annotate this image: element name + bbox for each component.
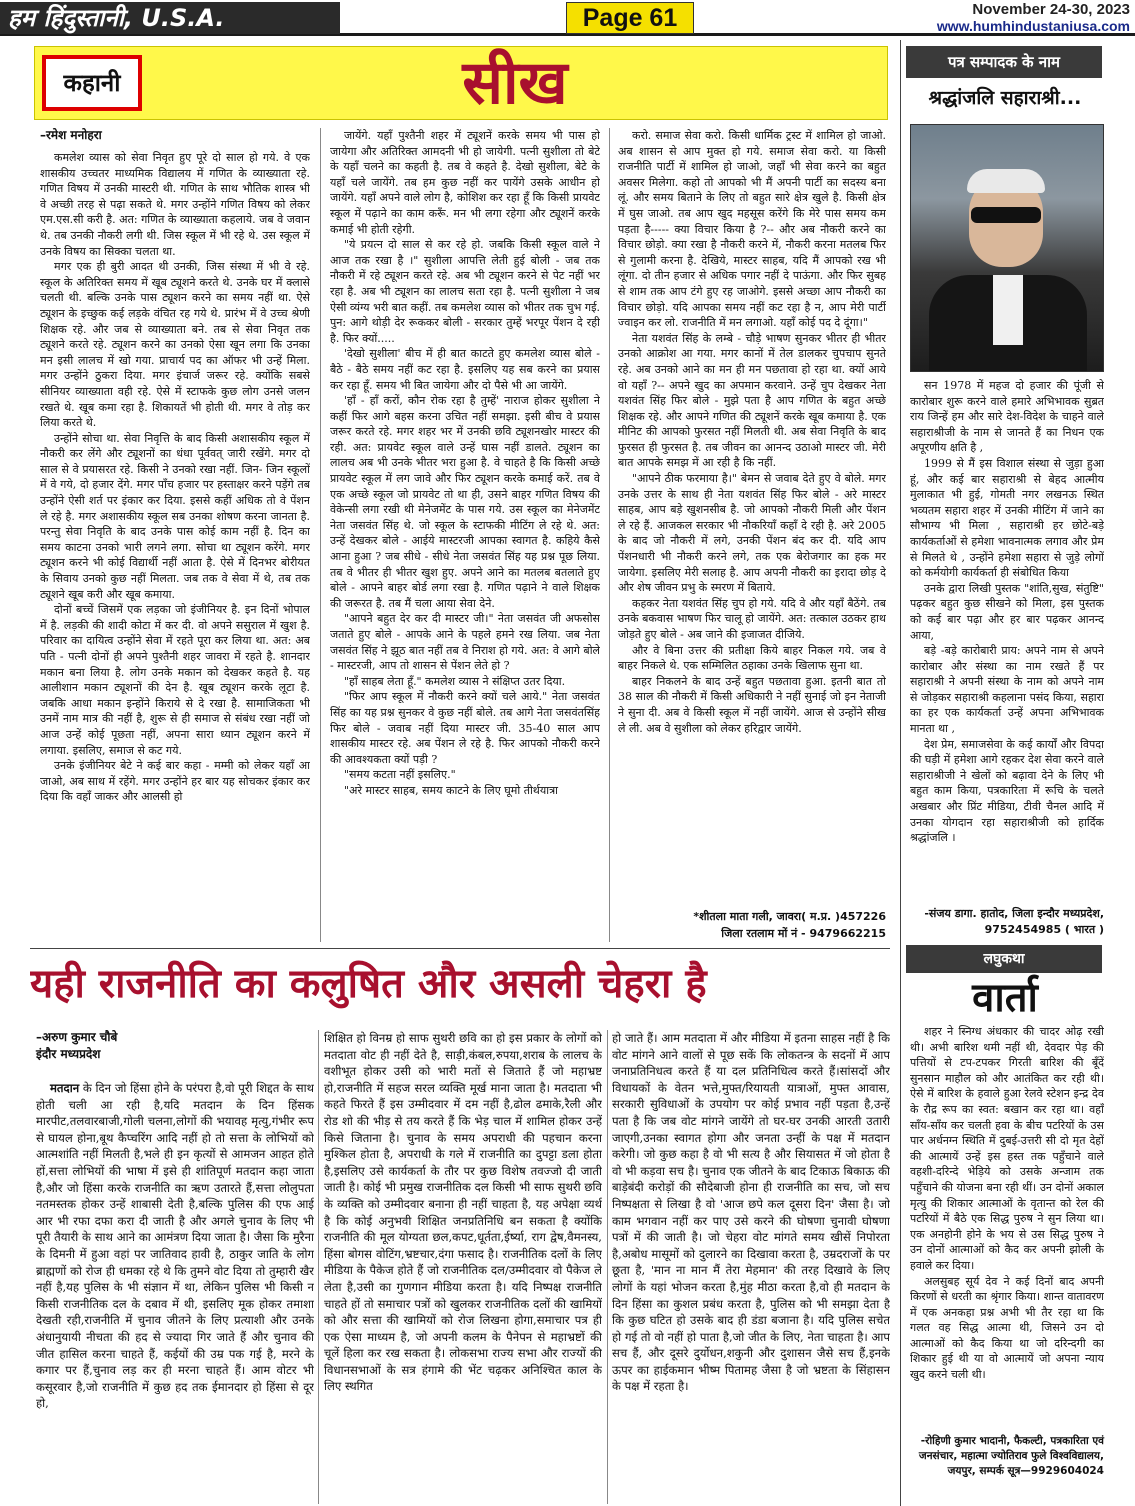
laghukatha-text (910, 1024, 1104, 1434)
story-column-3 (618, 128, 886, 904)
sidebar-header: पत्र सम्पादक के नाम (906, 46, 1102, 78)
column-divider (607, 1030, 608, 1504)
paragraph: 'हाँ - हाँ करों, कौन रोक रहा है तुम्हें' नाराज होकर सुशीला ने कहीं फिर आगे बहस करना उचित नहीं समझा. इसी बीच वे प्रयास जरूर करते रहे. मगर शहर भर में उनकी छवि ट्यूशनखोर मास्टर की रही. अत: प्रायवेट स्कूल वाले उन्हें घास नहीं डालते. ट्यूशन का लालच अब भी उनके भीतर भरा हुआ है. वे चाहते है कि किसी अच्छे प्रायवेट स्कूल में लग जावे और फिर ट्यूशन करके कमाई करें. तब वे एक अच्छे स्कूल जो प्रायवेट तो था ही, उसने बाहर गणित विषय की वेकेन्सी लगा रखी थी मेनेजमेंट के पास गये. उस स्कूल का मेनेजमेंट नेता जसवंत सिंह थे. जो स्कूल के स्टाफकी मीटिंग ले रहे थे. अत: उन्हें देखकर बोले - आईये मास्टरजी आपका स्वागत है. कहिये कैसे आना हुआ ? जब सीधे - सीधे नेता जसवंत सिंह यह प्रश्न पूछ लिया. तब वे भीतर ही भीतर खुश हुए. अपने आने का मतलब बतलाते हुए बोले - आपने बाहर बोर्ड लगा रखा है. गणित पढ़ाने ने वाले शिक्षक की जरूरत है. तब मैं चला आया सेवा देने. (330, 394, 600, 610)
laghukatha-author: -रोहिणी कुमार भादानी, फैकल्टी, पत्रकारिता एवं जनसंचार, महात्मा ज्योतिराव फुले विश्वविद्यालय, जयपुर, सम्पर्क सूत्र—9929604024 (918, 1435, 1104, 1477)
column-divider (318, 1030, 319, 1504)
paragraph: "अरे मास्टर साहब, समय काटने के लिए घूमो तीर्थयात्रा (344, 783, 558, 797)
paragraph: कहकर नेता यशवंत सिंह चुप हो गये. यदि वे और यहाँ बैठेंगे. तब उनके बकवास भाषण फिर चालू हो जायेंगे. अत: तत्काल उठकर हाथ जोड़ते हुए बोले - अब जाने की इजाजत दीजिये. (618, 596, 886, 641)
paragraph: और वे बिना उत्तर की प्रतीक्षा किये बाहर निकल गये. जब वे बाहर निकले थे. एक सम्मिलित ठहाका उनके खिलाफ सुना था. (618, 643, 886, 673)
column-divider (320, 128, 321, 942)
paragraph: दोनों बच्चें जिसमें एक लड़का जो इंजीनियर है. इन दिनों भोपाल में है. लड़की की शादी कोटा में कर दी. वो अपने ससुराल में खुश है. परिवार का दायित्व उन्होंने सेवा में रहते पूरा कर लिया था. अत: अब पति - पत्नी दोनों ही अपने पुश्तैनी शहर जावरा में रहते है. शानदार मकान बना लिया है. लोग उनके मकान को देखकर कहते है. यह आलीशान मकान ट्यूशनों की देन है. खूब ट्यूशन करके लूटा है. जबकि आधा मकान इन्होंने किराये से दे रखा है. सामाजिकता भी उनमें नाम मात्र की नहीं है, शुरू से ही समाज से संबंध रखा नहीं जो आज उन्हें कोई पूछता नहीं, अपना सारा ध्यान ट्यूशन करने में लगाया. इसलिए, समाज से कट गये. (40, 603, 310, 757)
article-headline: यही राजनीति का कलुषित और असली चेहरा है (30, 961, 707, 1007)
article-author: –अरुण कुमार चौबे (36, 1030, 118, 1044)
paragraph: जायेंगे. यहाँ पुश्तैनी शहर में ट्यूशनें करके समय भी पास हो जायेगा और अतिरिक्त आमदनी भी हो जायेगी. पत्नी सुशीला तो बेटे के यहाँ चलने का कहती है. तब वे कहते है. देखो सुशीला, बेटे के यहाँ चले जायेंगे. तब हम कुछ नहीं कर पायेंगे उसके आधीन हो जायेंगे. यहाँ अपने वाले लोग है, कोशिश कर रहा हूँ कि किसी प्रायवेट स्कूल में पढ़ाने का काम करूँ. मन भी लगा रहेगा और ट्यूशनें करके कमाई भी होती रहेगी. (330, 129, 600, 236)
paragraph: मगर एक ही बुरी आदत थी उनकी, जिस संस्था में भी वे रहे. स्कूल के अतिरिक्त समय में खूब ट्यूशने करते थे. उनके घर में क्लासे चलती थी. बल्कि उनके पास ट्यूशन करने का समय नहीं था. ऐसे ट्यूशन के इच्छुक कई लड़के वंचित रह गये थे. प्रारंभ में वे उच्च श्रेणी शिक्षक रहे. और जब से व्याख्याता बने. तब से सेवा निवृत तक ट्यूशने करते रहे. ट्यूशन करने का उनको ऐसा खून लगा कि उनका मन इसी लालच में खो गया. प्राचार्य पद का ऑफर भी उन्हें मिला. मगर उन्होंने ठुकरा दिया. मगर इंचार्ज जरूर रहे. क्योंकि सबसे सीनियर व्याख्याता वही रहे. ऐसे में स्टाफके कुछ लोग उनसे जलन रखते थे. खूब कमा रहा है. शिकायतें भी होती थी. मगर वे तोड़ कर लिया करते थे. (40, 260, 310, 430)
article-lead-word: मतदान (50, 1081, 80, 1095)
paragraph: "हाँ साहब लेता हूँ." कमलेश व्यास ने संक्षिप्त उतर दिया. (344, 674, 566, 688)
paragraph: कमलेश व्यास को सेवा निवृत हुए पूरे दो साल हो गये. वे एक शासकीय उच्चतर माध्यमिक विद्यालय में गणित के व्याख्याता रहे. गणित विषय में उनकी मास्टरी थी. गणित के साथ भौतिक शास्त्र भी वे अच्छी तरह से पढ़ा सकते थे. मगर उन्होंने गणित विषय को लेकर एम.एस.सी करी है. अत: गणित के व्याख्याता कहलाये. जब वे जवान थे. तब उनकी नौकरी लगी थी. जिस स्कूल में भी रहे थे. उस स्कूल में उनके विषय का सिक्का चलता था. (40, 151, 310, 258)
article-text: शिक्षित हो विनम्र हो साफ सुथरी छवि का हो इस प्रकार के लोगों को मतदाता वोट ही नहीं देते है, साड़ी,कंबल,रुपया,शराब के लालच के वशीभूत होकर उसी को भारी मतों से जिताते हैं जो महाभ्रष्ट हो,राजनीति में सहज सरल व्यक्ति मूर्ख माना जाता है। मतदाता भी कहते फिरते हैं इस उम्मीदवार में दम नहीं है,ढोल ढमाके,रैली और रोड शो की भीड़ से तय करते हैं कि भेड़ चाल में शामिल होकर उन्हें किसे जिताना है। चुनाव के समय अपराधी की पहचान करना मुश्किल होता है, अपराधी के गले में राजनीति का दुपट्टा डला होता है,इसलिए उसे कार्यकर्ता के तौर पर कुछ विशेष तवज्जो दी जाती जाती है। कोई भी प्रमुख राजनीतिक दल किसी भी साफ सुथरी छवि के व्यक्ति को उम्मीदवार बनाना ही नहीं चाहता है, यह अपेक्षा व्यर्थ है कि कोई अनुभवी शिक्षित जनप्रतिनिधि बन सकता है क्योंकि राजनीति की मूल योग्यता छल,कपट,धूर्तता,ईर्ष्या, राग द्वेष,वैमनस्य, हिंसा बोगस वोटिंग,भ्रष्टचार,दंगा फसाद है। राजनीतिक दलों के लिए मीडिया के पैकेज होते हैं जो राजनीतिक दल/उम्मीदवार वो पैकेज ले लेता है,उसी का गुणगान मीडिया करता है। यदि निष्पक्ष राजनीति चाहते हों तो समाचार पत्रों को खुलकर राजनीतिक दलों की खामियों को और सत्ता की खामियों को रोज लिखना होगा,समाचार पत्र ही एक ऐसा माध्यम है, जो अपनी कलम के पैनेपन से महाभ्रष्टों की चूलें हिला कर रख सकता है। लोकसभा राज्य सभा और राज्यों की विधानसभाओं के सत्र हंगामे की भेंट चढ़कर अनिश्चित काल के लिए स्थगित (324, 1031, 602, 1394)
masthead: हम हिंदुस्तानी, U.S.A. (0, 2, 340, 34)
sidebar-letter-text (910, 378, 1104, 908)
section-label: कहानी (42, 55, 142, 111)
story-title: सीख (462, 48, 568, 118)
story-column-1 (40, 150, 310, 942)
portrait-photo (910, 124, 1104, 372)
paragraph: सन 1978 में महज दो हजार की पूंजी से कारोबार शुरू करने वाले हमारे अभिभावक सुब्रत राय जिन्हें हम और सारे देश-विदेश के चाहने वाले सहाराश्रीजी के नाम से जानते हैं का निधन एक अपूरणीय क्षति है , (910, 379, 1104, 455)
article-text: हो जाते हैं। आम मतदाता में और मीडिया में इतना साहस नहीं है कि वोट मांगने आने वालों से पूछ सकें कि लोकतन्त्र के सदनों में आप जनाप्रतिनिधत्व करते हैं या दल प्रतिनिधित्व करते हैं।सांसदों और विधायकों के वेतन भत्ते,मुफ्त/रियायती यात्राओं, मुफ्त आवास, सरकारी सुविधाओं के उपयोग पर कोई प्रभाव नहीं पड़ता है,उन्हें पता है कि जब वोट मांगने जायेंगे तो घर-घर उनकी आरती उतारी जाएगी,उनका स्वागत होगा और जनता उन्हीं के पक्ष में मतदान करेगी। जो कुछ कहा है वो भी सत्य है और सियासत में जो होता है वो भी कड़वा सच है। चुनाव एक जीतने के बाद टिकाऊ बिकाऊ की बाड़ेबंदी करोड़ों की सौदेबाजी होना ही राजनीति का सच, जो सच निष्पक्षता से लिखा है वो 'आज छपे कल दूसरा दिन' जैसा है। जो काम भगवान नहीं कर पाए उसे करने की घोषणा चुनावी घोषणा पत्रों में की जाती है। जो चेहरा वोट मांगते समय खीसें निपोरता है,अबोध मासूमों को दुलारने का दिखावा करता है, उम्रदराजों के पर छूता है, 'मान ना मान मैं तेरा मेहमान' की तरह दिखावे के लिए लोगों के यहां भोजन करता है,मुंह मीठा करता है,वो ही मतदान के दिन हिंसा का कुशल प्रबंध करता है, पुलिस को भी समझा देता है कि कुछ घटित हो उसके बाद ही डंडा बजाना है। यदि पुलिस सचेत हो गई तो वो नहीं हो पाता है,जो जीत के लिए, नेता चाहता है। आप सच हैं, और दूसरे दुर्योधन,शकुनी और दुशासन जैसे सच हैं,इनके ऊपर का हाईकमान भीष्म पितामह जैसा है जो भ्रष्टता के सिंहासन के पक्ष में रहता है। (612, 1031, 890, 1394)
article-place: इंदौर मध्यप्रदेश (36, 1047, 101, 1061)
story-column-2 (330, 128, 600, 942)
paragraph: "फिर आप स्कूल में नौकरी करने क्यों चले आये." नेता जसवंत सिंह का यह प्रश्न सुनकर वे कुछ नहीं बोले. तब आगे नेता जसवंतसिंह फिर बोले - जवाब नहीं दिया मास्टर जी. 35-40 साल आप शासकीय मास्टर रहे. अब पेंशन ले रहे है. फिर आपको नौकरी करने की आवश्यकता क्यों पड़ी ? (330, 690, 600, 766)
author-address-line: *शीतला माता गली, जावरा( म.प्र. )457226 (693, 910, 886, 923)
article-divider (30, 948, 890, 949)
issue-date: November 24-30, 2023 (972, 1, 1130, 18)
website-url[interactable]: www.humhindustaniusa.com (936, 18, 1130, 34)
sidebar-divider (900, 40, 901, 1506)
paragraph: नेता यशवंत सिंह के लम्बे - चौड़े भाषण सुनकर भीतर ही भीतर उनको आक्रोश आ गया. मगर कानों में तेल डालकर चुपचाप सुनते रहे. अब उनको आने का मन ही मन पछतावा हो रहा था. क्यों आये वो यहाँ ?-- अपने खुद का अपमान करवाने. उन्हें चुप देखकर नेता यशवंत सिंह फिर बोले - मुझे पता है आप गणित के बहुत अच्छे शिक्षक रहे. और आपने गणित की ट्यूशनें करके खूब कमाया है. एक मीनिट की आपको फुरसत नहीं मिलती थी. अब सेवा निवृति के बाद फुरसत ही फुरसत है. तब जीवन का आनन्द उठाओ मास्टर जी. मेरी बात आपके समझ में आ रही है कि नहीं. (618, 331, 886, 470)
article-column-3 (612, 1030, 890, 1504)
article-text: के दिन जो हिंसा होने के परंपरा है,वो पूरी शिद्दत के साथ होती चली आ रही है,यदि मतदान के दिन हिंसक मारपीट,तलवारबाजी,गोली चलना,लोगों की भयावह मृत्यु,गंभीर रूप से घायल होना,बूथ कैप्चरिंग आदि नहीं हो तो सत्ता के लोभियों को आत्मशांति नहीं मिलती है,भले ही इन कृत्यों से आमजन आहत होते हों,सत्ता लोभियों की भाषा में इसे ही शांतिपूर्ण मतदान कहा जाता है,और जो हिंसा करके राजनीति का ऋण उतारते हैं,सत्ता लोलुपता नतमस्तक होकर उन्हें शाबासी देती है,बल्कि पुलिस की एफ आई आर भी रफा दफा करा दी जाती है और अगले चुनाव के लिए भी पूरी तैयारी के साथ आने का आमंत्रण दिया जाता है। जैसा कि मुरैना के दिमनी में हुआ वहां पर जातिवाद हावी है, ठाकुर जाति के लोग ब्राह्मणों को रोज ही धमका रहे थे कि तुमने वोट दिया तो तुम्हारी खैर नहीं है,यह पुलिस के भी संज्ञान में था, लेकिन पुलिस भी किसी न किसी राजनीतिक दल के दबाव में थी, इसलिए मूक होकर तमाशा देखती रही,राजनीति में चुनाव जीतने के लिए प्रत्याशी और उनके अंधानुयायी नीचता की हद से ज्यादा गिर जाते हैं और चुनाव की जीत हासिल करना चाहते हैं, कईयों की उम्र पक गई है, मरने के कगार पर हैं,चुनाव लड़ कर ही मरना चाहते हैं। आम वोटर भी कसूरवार है,जो राजनीति में कुछ हद तक ईमानदार हो हिंसा से दूर हो, (36, 1081, 314, 1411)
paragraph: बड़े -बड़े कारोबारी प्राय: अपने नाम से अपने कारोबार और संस्था का नाम रखते हैं पर सहाराश्री ने अपनी संस्था के नाम को अपने नाम से जोड़कर सहाराश्री कहलाना पसंद किया, सहारा का हर एक कार्यकर्ता उन्हें अपना अभिभावक मानता था , (910, 644, 1104, 736)
paragraph: "समय कटता नहीं इसलिए." (344, 768, 456, 782)
paragraph: उन्होंने सोचा था. सेवा निवृत्ति के बाद किसी अशासकीय स्कूल में नौकरी कर लेंगे और ट्यूशनों का धंधा पूर्ववत् जारी रखेंगे. मगर दो साल से वे प्रयासरत रहे. किसी ने उनको रखा नहीं. जिन- जिन स्कूलों में वे गये, दो हजार देंगे. मगर पाँच हजार पर हस्ताक्षर करने पड़ेंगे तब उन्होंने ऐसी शर्त पर इंकार कर दिया. इससे कहीं अधिक तो वे पेंशन ले रहे है. मगर अशासकीय स्कूल सब उनका शोषण करना जानता है. परन्तु सेवा निवृति के बाद उनके पास कोई काम नहीं है. दिन का समय काटना उनको भारी लगने लगा. सोचा था ट्यूशन करेंगे. मगर ट्यूशन करने भी कोई विद्यार्थी नहीं आता है. ऐसे में दिनभर बोरीयत के सिवाय उनको कुछ नहीं मिलता. जब तक वे सेवा में थे, तब तक ट्यूशने खूब करी और खूब कमाया. (40, 431, 310, 601)
story-author: –रमेश मनोहरा (40, 128, 102, 142)
author-phone-line: जिला रतलाम मों नं - 9479662215 (721, 927, 886, 940)
paragraph: 'देखो सुशीला' बीच में ही बात काटते हुए कमलेश व्यास बोले - बैठे - बैठे समय नहीं कट रहा है. इसलिए यह सब करने का प्रयास कर रहा हूँ. समय भी बित जायेगा और दो पैसे भी आ जायेंगे. (330, 347, 600, 392)
paragraph: शहर ने स्निग्ध अंधकार की चादर ओढ़ रखी थी। अभी बारिश थमी नहीं थी, देवदार पेड़ की पत्तियों से टप-टपकर गिरती बारिश की बूँदें सुनसान माहौल को और आतंकित कर रही थी। ऐसे में बारिश के हवाले हुआ रेलवे स्टेशन इन्द्र देव के रौद्र रूप का स्वत: बखान कर रहा था। वहाँ साँय-साँय कर चलती हवा के बीच पटरियों के उस पार अर्धनग्न स्थिति में दुबई-उत्तरी सी दो मृत देहों की आत्मायें उन्हें इस हस्त तक पहुँचाने वाले वहशी-दरिन्दे भेड़िये को उसके अन्जाम तक पहुँचाने की योजना बना रही थीं। उन दोनों अकाल मृत्यु की शिकार आत्माओं के वृतान्त को रेल की पटरियों में बैठे एक सिद्ध पुरुष ने सुन लिया था। एक अनहोनी होने के भय से उस सिद्ध पुरुष ने उन दोनों आत्माओं को कैद कर अपनी झोली के हवाले कर दिया। (910, 1025, 1104, 1272)
paragraph: बाहर निकलने के बाद उन्हें बहुत पछतावा हुआ. इतनी बात तो 38 साल की नौकरी में किसी अधिकारी ने नहीं सुनाई जो इन नेताजी ने सुना दी. अब वे किसी स्कूल में नहीं जायेंगे. आज से उन्होंने सीख ले ली. अब वे सुशीला को लेकर हरिद्वार जायेंगे. (618, 674, 886, 735)
laghukatha-label: लघुकथा (906, 945, 1102, 973)
sidebar-title: श्रद्धांजलि सहाराश्री... (928, 87, 1082, 109)
column-divider (609, 128, 610, 942)
article-column-1 (36, 1080, 314, 1504)
paragraph: "आपने ठीक फरमाया है।" बेमन से जवाब देते हुए वे बोले. मगर उनके उत्तर के साथ ही नेता यशवंत सिंह फिर बोले - अरे मास्टर साहब, आप बड़े खुशनसीब है. जो आपको नौकरी मिली और पेंशन ले रहे हैं. आजकल सरकार भी नौकरियाँ कहाँ दे रही है. अरे 2005 के बाद जो नौकरी में लगे, उनकी पेंशन बंद कर दी. यदि आप पेंशनधारी भी नौकरी करने लगे, तक एक बेरोजगार का हक मर जायेगा. इसलिए मेरी सलाह है. आप अपनी नौकरी का इरादा छोड़ दे और शेष जीवन प्रभु के स्मरण में बिताये. (618, 472, 886, 595)
paragraph: अलसुबह सूर्य देव ने कई दिनों बाद अपनी किरणों से धरती का श्रृंगार किया। शान्त वातावरण में एक अनकहा प्रश्न अभी भी तैर रहा था कि गलत वह सिद्ध आत्मा थी, जिसने उन दो आत्माओं को कैद किया था जो दरिन्दगी का शिकार हुई थी या वो आत्मायें जो अपना न्याय खुद करने चली थी। (910, 1274, 1104, 1382)
letter-signature: -संजय डागा. हातोद, जिला इन्दौर मध्यप्रदेश, 9752454985 ( भारत ) (924, 907, 1104, 936)
article-column-2 (324, 1030, 602, 1504)
paragraph: करो. समाज सेवा करो. किसी धार्मिक ट्रस्ट में शामिल हो जाओ. अब शासन से आप मुक्त हो गये. समाज सेवा करो. या किसी राजनीति पार्टी में शामिल हो जाओ, जहाँ भी सेवा करने का बहुत अवसर मिलेगा. कहो तो आपको भी मैं अपनी पार्टी का सदस्य बना लूं. और समय बिताने के लिए तो बहुत सारे क्षेत्र खुले है. किसी क्षेत्र में घुस जाओ. तब आप खुद महसूस करेंगे कि मेरे पास समय कम पड़ता है----- क्या विचार किया है ?-- और अब नौकरी करने का विचार छोड़ो. क्या रखा है नौकरी करने में, नौकरी करना मतलब फिर से गुलामी करना है. देखिये, मास्टर साहब, यदि मैं आपको रख भी लूंगा. दो तीन हजार से अधिक पगार नहीं दे पाऊंगा. और फिर सुबह से शाम तक आप टंगे हुए रह जाओगे. इससे अच्छा आप नौकरी का विचार छोड़ो. यदि आपका समय नहीं कट रहा है न, आप मेरी पार्टी ज्वाइन कर लो. राजनीति में मन लगाओ. यहाँ कोई पद दे दूंगा।" (618, 129, 886, 330)
paragraph: "ये प्रयत्न दो साल से कर रहे हो. जबकि किसी स्कूल वाले ने आज तक रखा है ।" सुशीला आपत्ति लेती हुई बोली - जब तक नौकरी में रहे ट्यूशन करते रहे. अब भी ट्यूशन करने से पेट नहीं भर रहा है. अब भी ट्यूशन का लालच सता रहा है. पत्नी सुशीला ने जब ऐसी व्यंग्य भरी बात कहीं. तब कमलेश व्यास को भीतर तक चुभ गई. पुन: आगे थोड़ी देर रूककर बोली - सरकार तुम्हें भरपूर पेंशन दे रही है. फिर क्यों..... (330, 238, 600, 345)
laghukatha-title: वार्ता (972, 975, 1038, 1021)
paragraph: उनके द्वारा लिखी पुस्तक "शांति,सुख, संतुष्टि" पढ़कर बहुत कुछ सीखने को मिला, इस पुस्तक को कई बार पढ़ा और हर बार पढ़कर आनन्द आया, (910, 581, 1104, 642)
paragraph: 1999 से मैं इस विशाल संस्था से जुड़ा हुआ हूं, और कई बार सहाराश्री से बेहद आत्मीय मुलाकात भी हुई, गोमती नगर लखनऊ स्थित भव्यतम सहारा शहर में उनकी मीटिंग में जाने का सौभाग्य भी मिला , सहाराश्री हर छोटे-बड़े कार्यकर्ताओं से हमेशा भावनात्मक लगाव और प्रेम से मिलते थे , उन्होंने हमेशा सहारा से जुड़े लोगों को कर्मयोगी कार्यकर्ता ही संबोधित किया (910, 456, 1104, 580)
story-author-address (618, 908, 886, 942)
paragraph: देश प्रेम, समाजसेवा के कई कार्यों और विपदा की घड़ी में हमेशा आगे रहकर देश सेवा करने वाले सहाराश्रीजी ने खेलों को बढ़ावा देने के लिए भी बहुत काम किया, पत्रकारिता में रूचि के चलते अखबार और प्रिंट मीडिया, टीवी चैनल आदि में उनका योगदान रहा सहाराश्रीजी को हार्दिक श्रद्धांजलि । (910, 737, 1104, 845)
page-number: Page 61 (566, 2, 694, 34)
paragraph: उनके इंजीनियर बेटे ने कई बार कहा - मम्मी को लेकर यहाँ आ जाओ, अब साथ में रहेंगे. मगर उन्होंने हर बार यह सोचकर इंकार कर दिया कि वहाँ जाकर और आलसी हो (40, 759, 310, 804)
paragraph: "आपने बहुत देर कर दी मास्टर जी।" नेता जसवंत जी अफसोस जताते हुए बोले - आपके आने के पहले हमने रख लिया. जब नेता जसवंत सिंह ने झूठ बात नहीं तब वे निराश हो गये. अत: वे आगे बोले - मास्टरजी, आप तो शासन से पेंशन लेते हो ? (330, 612, 600, 673)
